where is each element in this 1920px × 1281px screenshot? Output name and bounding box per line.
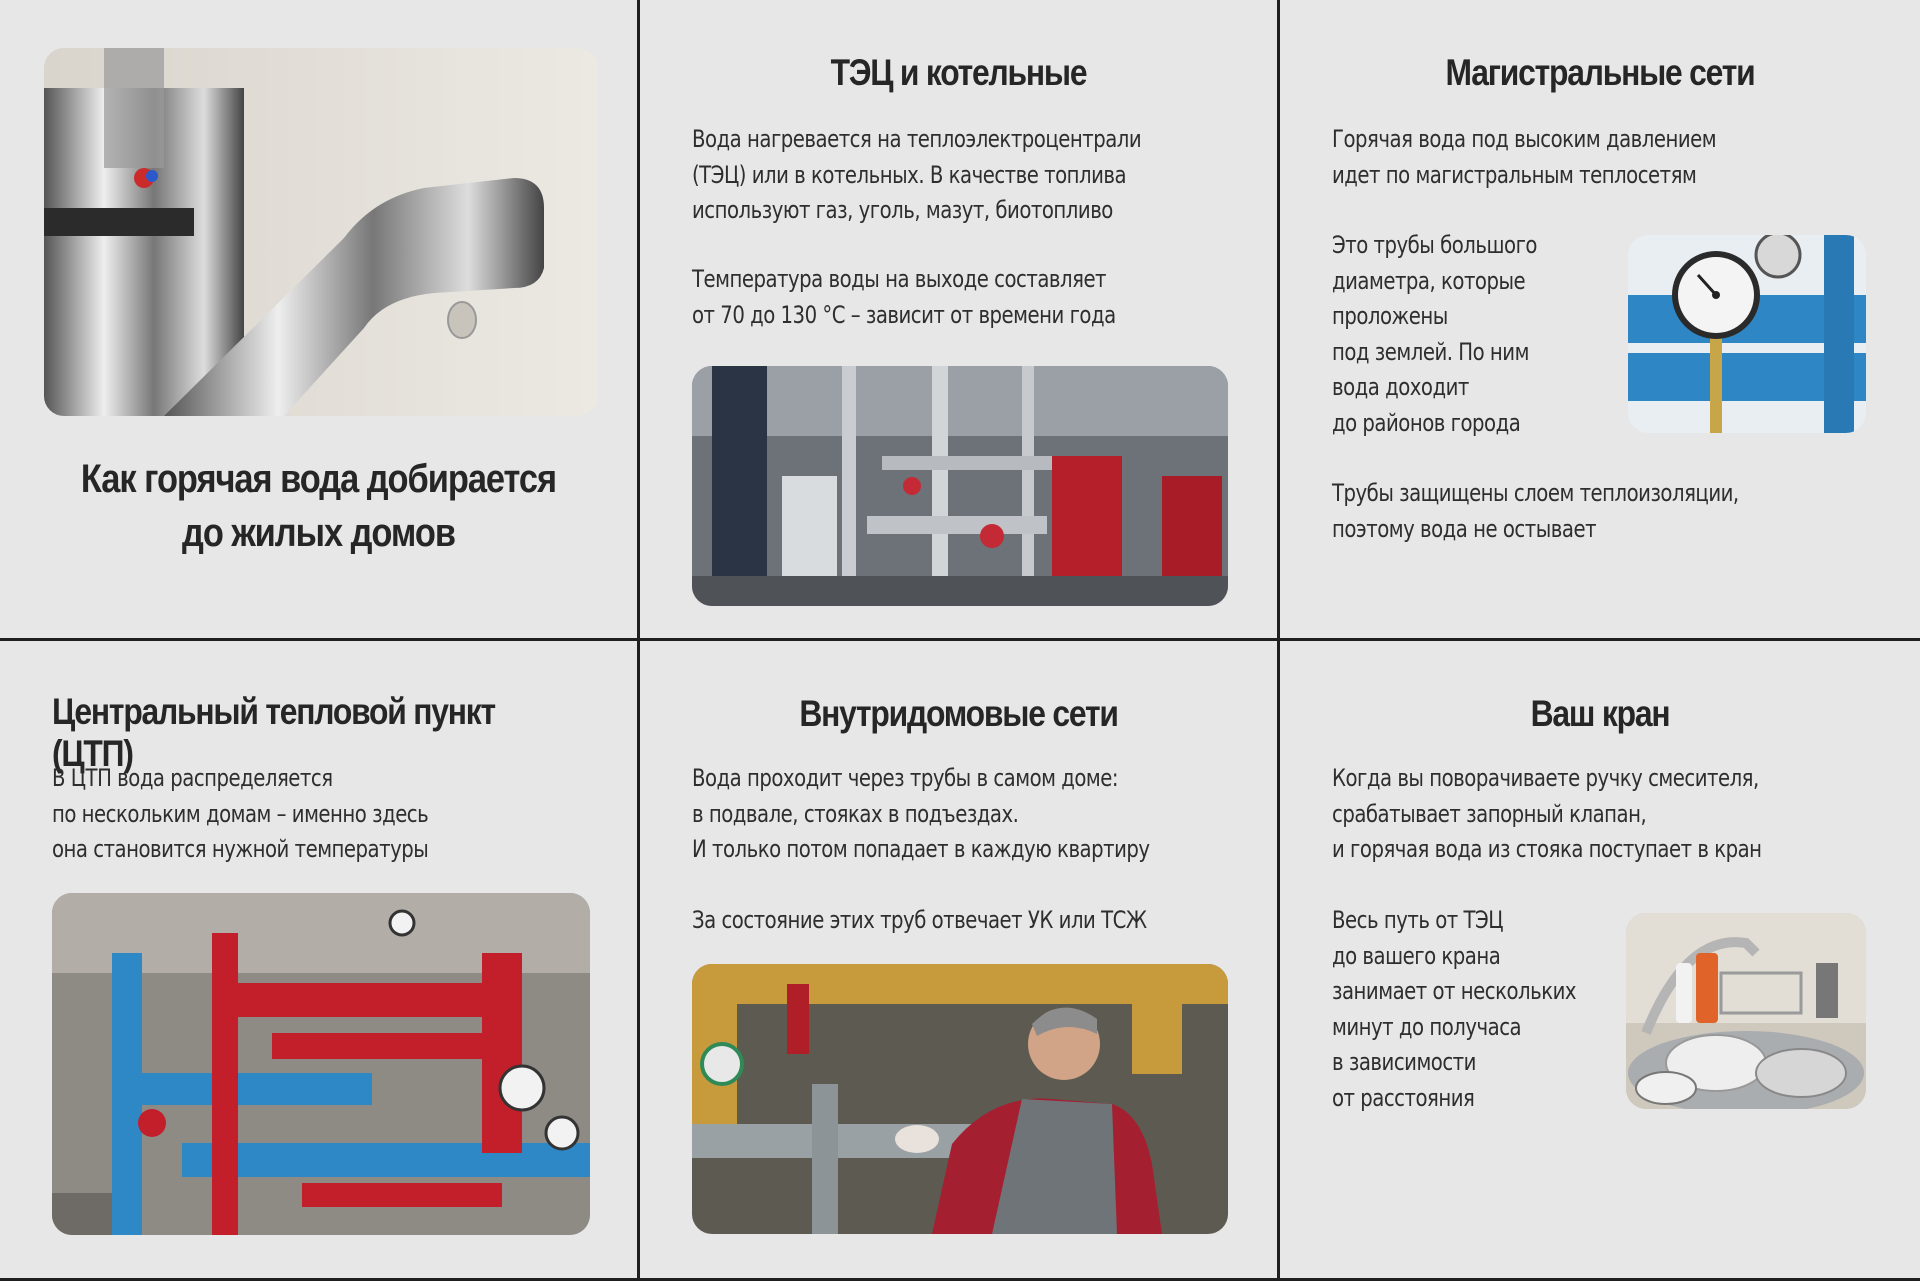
faucet-photo — [44, 48, 598, 416]
ctp-title: Центральный тепловой пункт (ЦТП) — [52, 691, 495, 774]
tap-panel — [1280, 641, 1920, 1278]
heating-station-photo — [52, 893, 590, 1235]
mains-text-3: Трубы защищены слоем теплоизоляции, поэтому вода не остывает — [1332, 479, 1739, 543]
inhouse-title: Внутридомовые сети — [799, 693, 1118, 734]
chp-text-1: Вода нагревается на теплоэлектроцентрали (ТЭЦ) или в котельных. В качестве топлива используют газ, уголь, мазут, биотопливо — [692, 125, 1142, 224]
tap-title: Ваш кран — [1530, 693, 1670, 734]
pressure-gauge-photo — [1628, 235, 1866, 433]
ctp-text-1: В ЦТП вода распределяется по нескольким домам – именно здесь она становится нужной температуры — [52, 764, 429, 863]
hero-title-line1: Как горячая вода добирается — [80, 457, 557, 501]
mains-text-1: Горячая вода под высоким давлением идет по магистральным теплосетям — [1332, 125, 1717, 189]
hero-title — [45, 452, 593, 560]
chp-title: ТЭЦ и котельные — [830, 52, 1087, 93]
mains-text-2: Это трубы большого диаметра, которые проложены под землей. По ним вода доходит до районов города — [1332, 231, 1537, 437]
tap-text-2: Весь путь от ТЭЦ до вашего крана занимает от нескольких минут до получаса в зависимости от расстояния — [1332, 906, 1577, 1112]
chp-text-2: Температура воды на выходе составляет от 70 до 130 °С – зависит от времени года — [692, 265, 1116, 329]
chp-panel — [640, 0, 1277, 638]
inhouse-panel — [640, 641, 1277, 1278]
hero-panel — [0, 0, 637, 638]
inhouse-text-2: За состояние этих труб отвечает УК или ТСЖ — [692, 906, 1147, 934]
mains-panel — [1280, 0, 1920, 638]
hero-title-line2: до жилых домов — [182, 511, 455, 555]
kitchen-sink-photo — [1626, 913, 1866, 1109]
inhouse-text-1: Вода проходит через трубы в самом доме: в подвале, стояках в подъездах. И только потом попадает в каждую квартиру — [692, 764, 1150, 863]
tap-text-1: Когда вы поворачиваете ручку смесителя, срабатывает запорный клапан, и горячая вода из стояка поступает в кран — [1332, 764, 1762, 863]
boiler-room-photo — [692, 366, 1228, 606]
basement-worker-photo — [692, 964, 1228, 1234]
ctp-panel — [0, 641, 637, 1278]
mains-title: Магистральные сети — [1445, 52, 1755, 93]
